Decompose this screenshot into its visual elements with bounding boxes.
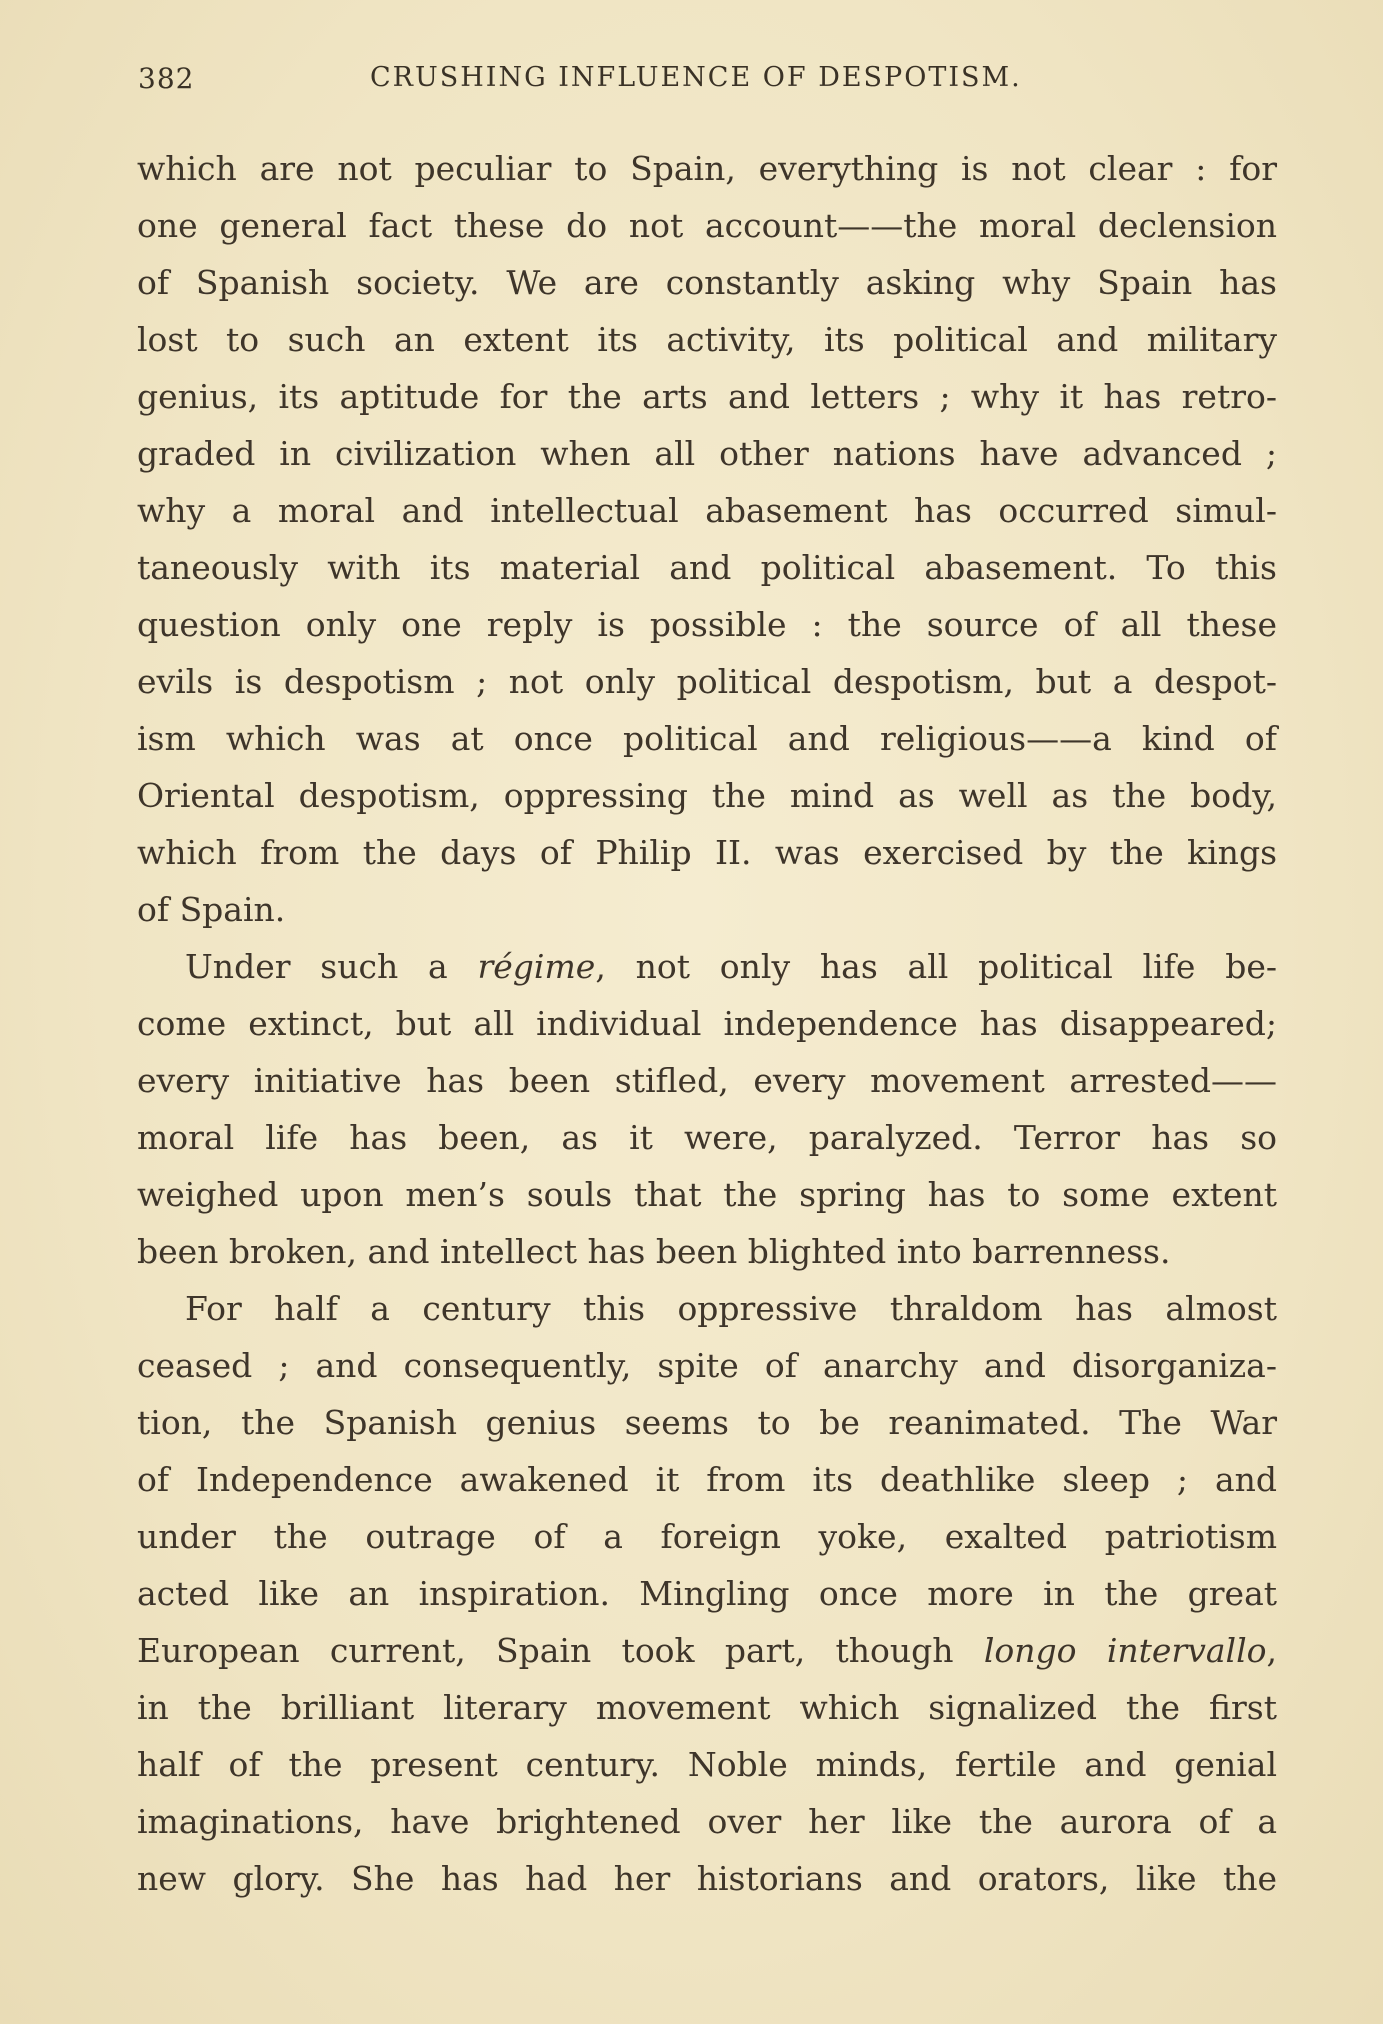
text-line: of Spanish society. We are constantly asking why Spain has [137,263,1277,302]
body-text [137,140,1277,1907]
italic-phrase: longo intervallo [983,1631,1267,1670]
text-line: one general fact these do not account——the moral declension [137,206,1277,245]
italic-phrase: régime [477,947,596,986]
text-line: For half a century this oppressive thraldom has almost [185,1289,1277,1328]
text-line: which are not peculiar to Spain, everything is not clear : for [137,149,1277,188]
page-number: 382 [138,62,195,95]
text-line: lost to such an extent its activity, its political and military [137,320,1277,359]
text-line: European current, Spain took part, though longo intervallo, [137,1631,1277,1670]
text-line: question only one reply is possible : the source of all these [137,605,1277,644]
text-line: under the outrage of a foreign yoke, exalted patriotism [137,1517,1277,1556]
text-line: new glory. She has had her historians and orators, like the [137,1859,1277,1898]
text-line: Under such a régime, not only has all political life be- [185,947,1278,986]
text-line: acted like an inspiration. Mingling once more in the great [137,1574,1277,1613]
text-line: graded in civilization when all other nations have advanced ; [137,434,1277,473]
text-line: come extinct, but all individual independence has disappeared; [137,1004,1277,1043]
text-line: of Spain. [137,890,286,929]
page-header [138,62,1276,102]
text-line: weighed upon men’s souls that the spring has to some extent [137,1175,1277,1214]
text-line: taneously with its material and political abasement. To this [137,548,1277,587]
text-line: moral life has been, as it were, paralyzed. Terror has so [137,1118,1277,1157]
text-line: tion, the Spanish genius seems to be reanimated. The War [137,1403,1277,1442]
running-head: CRUSHING INFLUENCE OF DESPOTISM. [370,62,1022,93]
text-line: of Independence awakened it from its deathlike sleep ; and [137,1460,1277,1499]
text-line: which from the days of Philip II. was exercised by the kings [137,833,1277,872]
text-line: Oriental despotism, oppressing the mind as well as the body, [137,776,1277,815]
text-line: evils is despotism ; not only political despotism, but a despot- [137,662,1277,701]
text-line: genius, its aptitude for the arts and letters ; why it has retro- [137,377,1277,416]
text-line: every initiative has been stifled, every movement arrested—— [137,1061,1277,1100]
text-line: half of the present century. Noble minds, fertile and genial [137,1745,1277,1784]
text-line: imaginations, have brightened over her like the aurora of a [137,1802,1277,1841]
text-line: in the brilliant literary movement which signalized the first [137,1688,1277,1727]
text-line: ceased ; and consequently, spite of anarchy and disorganiza- [137,1346,1277,1385]
text-line: been broken, and intellect has been blighted into barrenness. [137,1232,1171,1271]
text-line: ism which was at once political and religious——a kind of [137,719,1277,758]
text-line: why a moral and intellectual abasement has occurred simul- [137,491,1277,530]
